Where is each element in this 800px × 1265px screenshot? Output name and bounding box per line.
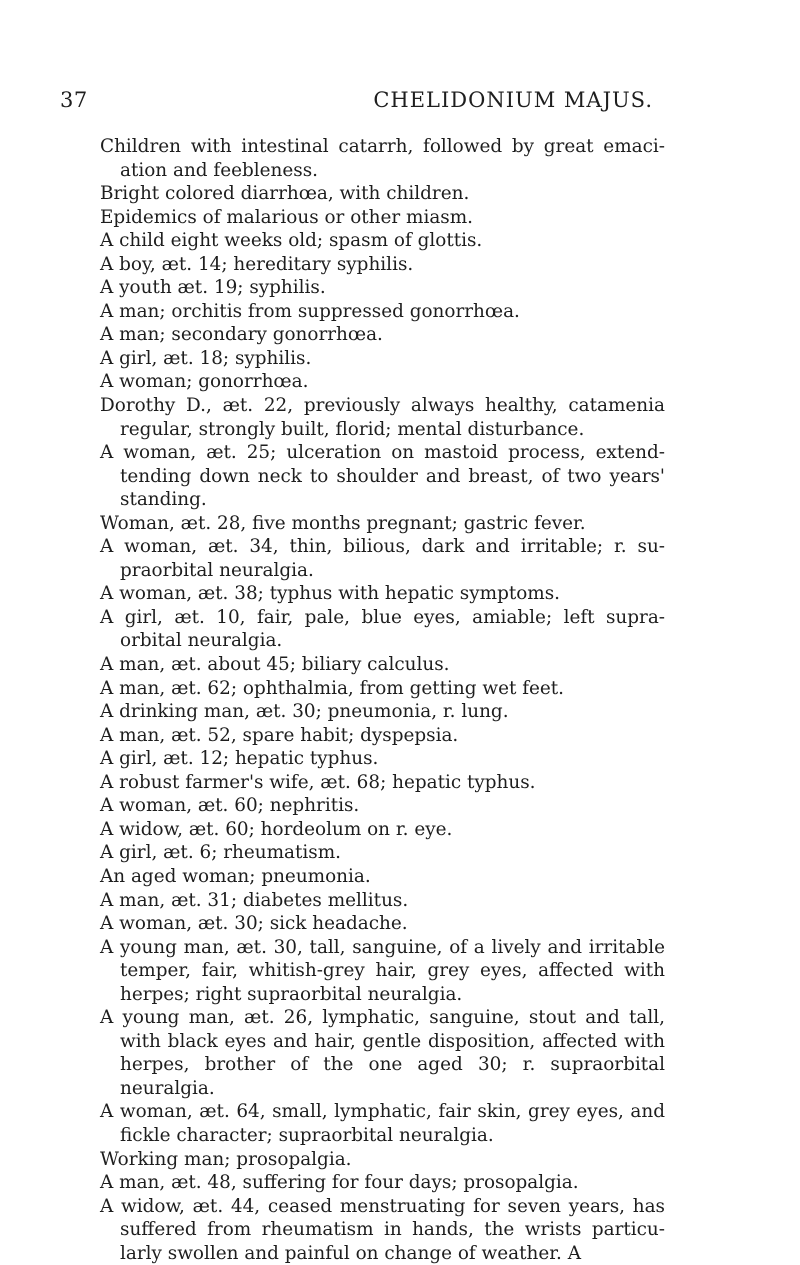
case-entry — [100, 653, 665, 677]
case-entry-text: Working man; prosopalgia. — [100, 1148, 352, 1170]
case-entry — [100, 182, 665, 206]
case-entry — [100, 677, 665, 701]
case-entry — [100, 135, 665, 182]
case-entry — [100, 347, 665, 371]
case-entry-text: A man, æt. 62; ophthalmia, from getting wet feet. — [100, 677, 565, 699]
case-entry — [100, 300, 665, 324]
case-entry — [100, 818, 665, 842]
case-entry-text: A man; orchitis from suppressed gonorrhœa. — [100, 300, 520, 322]
case-entry-text: A widow, æt. 44, ceased menstruating for seven years, has suffered from rheumatism in hands, the wrists particu-larly swollen and painful on change of weather. A — [100, 1195, 665, 1264]
case-entry — [100, 512, 665, 536]
case-entry-text: A boy, æt. 14; hereditary syphilis. — [100, 253, 414, 275]
case-entry — [100, 889, 665, 913]
case-entry — [100, 323, 665, 347]
case-entry — [100, 841, 665, 865]
case-entry-text: A woman; gonorrhœa. — [100, 371, 309, 393]
case-entry — [100, 535, 665, 582]
case-entry — [100, 724, 665, 748]
case-entry-text: A robust farmer's wife, æt. 68; hepatic typhus. — [100, 771, 536, 793]
case-entry-text: A girl, æt. 18; syphilis. — [100, 347, 312, 369]
case-entry — [100, 253, 665, 277]
case-entry-text: A girl, æt. 12; hepatic typhus. — [100, 748, 379, 770]
case-entry — [100, 794, 665, 818]
case-entry — [100, 206, 665, 230]
case-entry-text: A youth æt. 19; syphilis. — [100, 277, 326, 299]
case-entry-text: Dorothy D., æt. 22, previously always healthy, catamenia regular, strongly built, florid; mental disturbance. — [100, 395, 665, 440]
case-entry-text: A young man, æt. 26, lymphatic, sanguine, stout and tall, with black eyes and hair, gentle disposition, affected with herpes, brother of the one aged 30; r. supraorbital neuralgia. — [100, 1007, 665, 1099]
case-entry — [100, 936, 665, 1007]
case-entry — [100, 747, 665, 771]
case-entry — [100, 370, 665, 394]
case-entry-text: A man, æt. 48, suffering for four days; prosopalgia. — [100, 1172, 579, 1194]
running-head: CHELIDONIUM MAJUS. — [373, 88, 653, 112]
case-entry-text: Woman, æt. 28, five months pregnant; gastric fever. — [100, 512, 586, 534]
case-entry-text: A man; secondary gonorrhœa. — [100, 324, 383, 346]
case-entry — [100, 229, 665, 253]
case-entry — [100, 606, 665, 653]
case-entry-text: A woman, æt. 64, small, lymphatic, fair skin, grey eyes, and fickle character; supraorbital neuralgia. — [100, 1101, 665, 1146]
case-entry — [100, 276, 665, 300]
case-entry-text: A woman, æt. 25; ulceration on mastoid process, extend-tending down neck to shoulder and breast, of two years' standing. — [100, 442, 665, 511]
case-entry-text: A child eight weeks old; spasm of glottis. — [100, 230, 483, 252]
case-entry-text: A man, æt. 52, spare habit; dyspepsia. — [100, 724, 459, 746]
case-entry-text: A girl, æt. 6; rheumatism. — [100, 842, 342, 864]
case-entry — [100, 582, 665, 606]
case-entry — [100, 1148, 665, 1172]
case-entry-text: An aged woman; pneumonia. — [100, 865, 371, 887]
case-entry-text: A woman, æt. 38; typhus with hepatic symptoms. — [100, 583, 561, 605]
page-number: 37 — [60, 88, 88, 112]
case-entry-text: A woman, æt. 60; nephritis. — [100, 795, 360, 817]
case-entry-text: A widow, æt. 60; hordeolum on r. eye. — [100, 818, 453, 840]
case-entry — [100, 700, 665, 724]
case-entry — [100, 1171, 665, 1195]
case-entry-text: A young man, æt. 30, tall, sanguine, of a lively and irritable temper, fair, whitish-grey hair, grey eyes, affected with herpes; right supraorbital neuralgia. — [100, 936, 665, 1005]
case-entry — [100, 1100, 665, 1147]
case-entry-text: Children with intestinal catarrh, followed by great emaci-ation and feebleness. — [100, 136, 665, 181]
case-entry — [100, 865, 665, 889]
case-entry-text: A woman, æt. 30; sick headache. — [100, 913, 408, 935]
case-entry — [100, 912, 665, 936]
case-entry-text: A drinking man, æt. 30; pneumonia, r. lung. — [100, 701, 509, 723]
case-entry-text: A girl, æt. 10, fair, pale, blue eyes, amiable; left supra-orbital neuralgia. — [100, 606, 665, 652]
case-entry — [100, 394, 665, 441]
case-entry-text: Epidemics of malarious or other miasm. — [100, 206, 474, 228]
case-list — [100, 135, 665, 1265]
case-entry — [100, 771, 665, 795]
case-entry-text: Bright colored diarrhœa, with children. — [100, 183, 470, 205]
case-entry — [100, 441, 665, 512]
case-entry-text: A man, æt. about 45; biliary calculus. — [100, 654, 450, 676]
case-entry — [100, 1006, 665, 1100]
case-entry-text: A woman, æt. 34, thin, bilious, dark and irritable; r. su-praorbital neuralgia. — [100, 536, 665, 581]
case-entry-text: A man, æt. 31; diabetes mellitus. — [100, 889, 409, 911]
page-header — [0, 88, 800, 118]
case-entry — [100, 1195, 665, 1265]
